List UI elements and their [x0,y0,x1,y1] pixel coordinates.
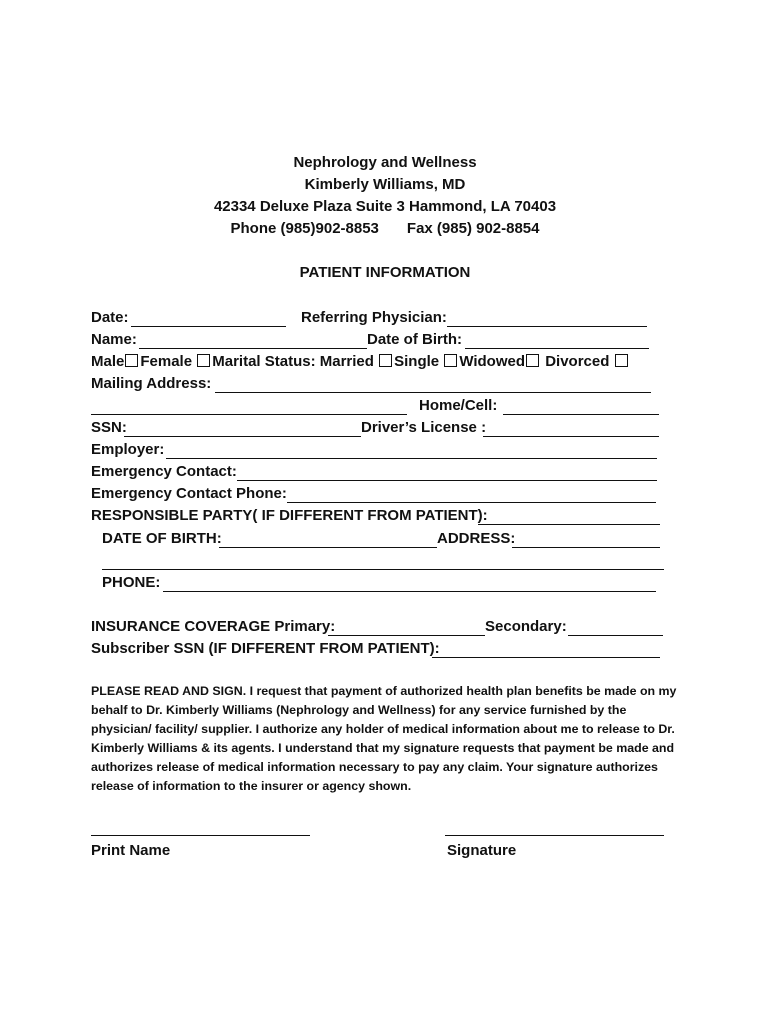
emergency-contact-field[interactable] [237,480,657,481]
practice-name: Nephrology and Wellness [293,154,477,171]
name-label: Name: [91,331,137,348]
marital-status-label: Marital Status: Married [212,353,374,370]
ssn-row [91,417,671,439]
practice-phone: Phone (985)902-8853 [230,220,379,237]
signature-line[interactable] [445,835,664,836]
mailing-address-line2-field[interactable] [91,414,407,415]
emergency-contact-label: Emergency Contact: [91,463,237,480]
responsible-party-field[interactable] [478,524,660,525]
emergency-phone-label: Emergency Contact Phone: [91,485,287,502]
form-title: PATIENT INFORMATION [299,264,471,281]
authorization-text: PLEASE READ AND SIGN. I request that payment of authorized health plan benefits be made on my behalf to Dr. Kimberly Williams (Nephrology and Wellness) for any service furnished by the physician/ facility/ supplier. I authorize any holder of medical information about me to release to Dr. Kimberly Williams & its agents. I understand that my signature requests that payment be made and authorizes release of medical information necessary to pay any claim. Your signature authorizes release of information to the insurer or agency shown. [91,684,677,793]
print-name-label: Print Name [91,842,171,859]
address2-row [91,395,671,417]
rp-phone-field[interactable] [163,591,656,592]
insurance-row [91,616,671,638]
employer-field[interactable] [166,458,657,459]
rp-dob-label: DATE OF BIRTH: [102,530,222,547]
rp-address2-row [91,550,671,572]
rp-dob-field[interactable] [219,547,437,548]
signature-label: Signature [447,842,517,859]
rp-address-field[interactable] [512,547,660,548]
ssn-label: SSN: [91,419,127,436]
name-row [91,329,671,351]
home-cell-field[interactable] [503,414,659,415]
emergency-contact-row [91,461,671,483]
rp-phone-row [91,572,671,594]
doctor-name: Kimberly Williams, MD [304,176,466,193]
subscriber-ssn-row [91,638,671,660]
responsible-party-row [91,505,671,527]
date-field[interactable] [131,326,286,327]
practice-address: 42334 Deluxe Plaza Suite 3 Hammond, LA 70403 [213,198,557,215]
referring-physician-label: Referring Physician: [301,309,447,326]
married-checkbox[interactable] [379,354,392,367]
widowed-label: Widowed [459,353,526,370]
contact-numbers [0,218,770,240]
rp-phone-label: PHONE: [102,574,161,591]
mailing-address-label: Mailing Address: [91,375,212,392]
single-label: Single [394,353,440,370]
subscriber-ssn-label: Subscriber SSN (IF DIFFERENT FROM PATIENT): [91,640,440,657]
insurance-primary-field[interactable] [328,635,485,636]
dob-field[interactable] [465,348,649,349]
print-name-line[interactable] [91,835,310,836]
employer-label: Employer: [91,441,165,458]
divorced-checkbox[interactable] [615,354,628,367]
home-cell-label: Home/Cell: [419,397,498,414]
employer-row [91,439,671,461]
responsible-party-label: RESPONSIBLE PARTY( IF DIFFERENT FROM PATIENT): [91,507,488,524]
dob-label: Date of Birth: [367,331,462,348]
mailing-address-field[interactable] [215,392,651,393]
male-checkbox[interactable] [125,354,138,367]
practice-fax: Fax (985) 902-8854 [406,220,540,237]
divorced-label: Divorced [545,353,610,370]
rp-dob-address-row [91,528,671,550]
emergency-phone-row [91,483,671,505]
female-checkbox[interactable] [197,354,210,367]
insurance-secondary-label: Secondary: [485,618,567,635]
date-row [91,307,671,329]
drivers-license-label: Driver’s License : [361,419,487,436]
referring-physician-field[interactable] [447,326,647,327]
insurance-primary-label: INSURANCE COVERAGE Primary: [91,618,336,635]
gender-marital-row [91,351,671,373]
mailing-address-row [91,373,671,395]
date-label: Date: [91,309,129,326]
rp-address-line2-field[interactable] [102,569,664,570]
female-label: Female [140,353,193,370]
insurance-secondary-field[interactable] [568,635,663,636]
single-checkbox[interactable] [444,354,457,367]
rp-address-label: ADDRESS: [437,530,516,547]
widowed-checkbox[interactable] [526,354,539,367]
name-field[interactable] [139,348,367,349]
drivers-license-field[interactable] [483,436,659,437]
emergency-phone-field[interactable] [287,502,656,503]
gender-marital-options [91,351,630,373]
male-label: Male [91,353,125,370]
ssn-field[interactable] [124,436,361,437]
subscriber-ssn-field[interactable] [432,657,660,658]
